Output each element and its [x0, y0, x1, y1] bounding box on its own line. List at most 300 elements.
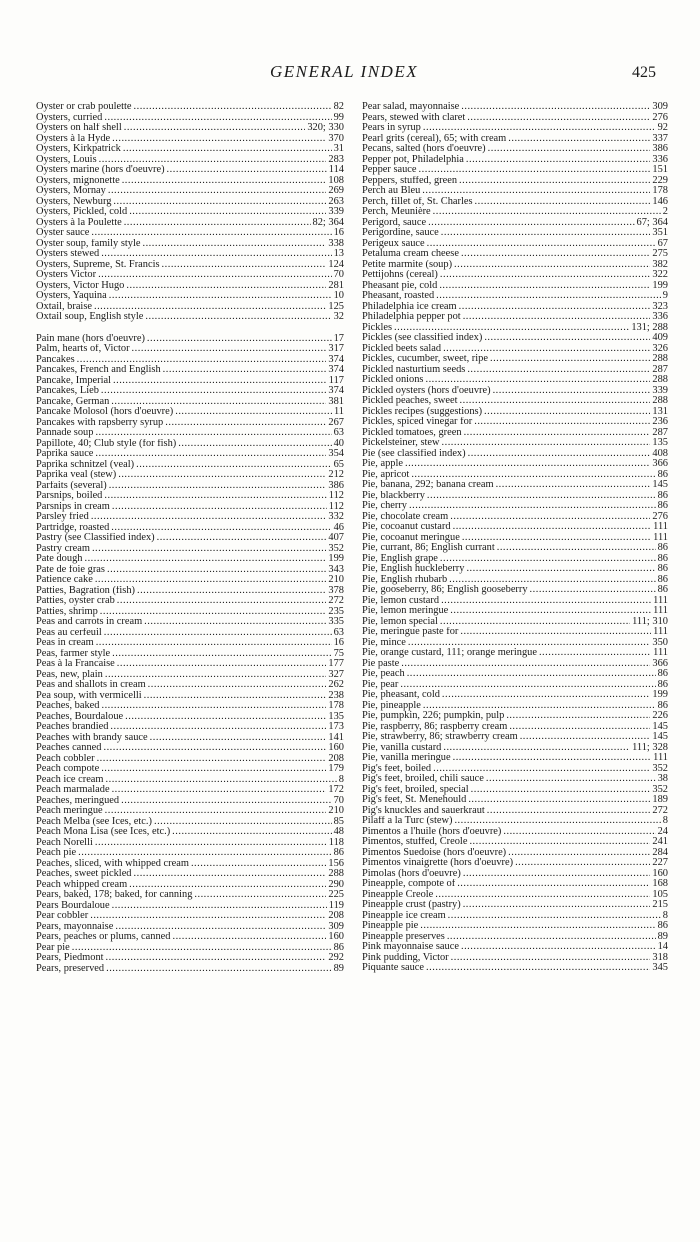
- dot-leader: [450, 512, 650, 523]
- index-entry-page: 386: [652, 144, 668, 154]
- index-entry-page: 146: [652, 196, 668, 207]
- index-entry-title: Pheasant pie, cold: [362, 280, 438, 291]
- dot-leader: [78, 848, 332, 859]
- index-entry-title: Oysters à la Hyde: [36, 133, 111, 144]
- index-entry-title: Pie, lemon custard: [362, 595, 440, 606]
- dot-leader: [469, 837, 650, 848]
- index-entry-page: 151: [652, 165, 668, 175]
- index-entry: [36, 228, 344, 239]
- index-entry-title: Oxtail soup, English style: [36, 312, 144, 322]
- index-entry-page: 179: [328, 764, 344, 774]
- index-entry-title: Pickled oysters (hors d'oeuvre): [362, 385, 491, 396]
- index-entry-page: 135: [328, 711, 344, 722]
- index-entry: [36, 775, 344, 786]
- index-entry: [36, 449, 344, 460]
- index-entry-title: Oysters, Victor Hugo: [36, 280, 125, 291]
- index-entry-page: 16: [333, 638, 344, 648]
- index-entry-page: 177: [328, 659, 344, 669]
- index-entry-title: Pheasant, roasted: [362, 291, 435, 301]
- index-entry: [362, 312, 668, 323]
- dot-leader: [451, 953, 651, 964]
- dot-leader: [191, 859, 326, 870]
- index-entry-page: 111: [653, 627, 668, 637]
- index-entry: [362, 921, 668, 932]
- index-entry-page: 86: [657, 700, 668, 711]
- index-entry-page: 345: [652, 963, 668, 973]
- index-entry-page: 111: [653, 606, 668, 616]
- index-entry: [362, 648, 668, 659]
- index-entry-title: Peaches, sweet pickled: [36, 869, 132, 879]
- index-entry: [362, 932, 668, 943]
- dot-leader: [493, 386, 651, 397]
- index-entry: [362, 774, 668, 785]
- index-entry-title: Pastry cream: [36, 543, 90, 554]
- index-entry-title: Pears, Piedmont: [36, 953, 104, 963]
- dot-leader: [486, 774, 656, 785]
- index-entry-page: 352: [328, 543, 344, 554]
- index-entry-title: Pea soup, with vermicelli: [36, 690, 142, 701]
- index-entry-page: 227: [652, 858, 668, 868]
- dot-leader: [467, 113, 650, 124]
- index-entry: [362, 512, 668, 523]
- index-entry: [362, 564, 668, 575]
- index-entry-title: Peas in cream: [36, 638, 94, 648]
- index-entry-page: 32: [333, 312, 344, 322]
- index-entry: [36, 102, 344, 113]
- index-entry-title: Patties, Bagration (fish): [36, 585, 135, 596]
- index-entry: [362, 606, 668, 617]
- index-entry: [362, 281, 668, 292]
- index-entry-page: 112: [328, 501, 344, 512]
- dot-leader: [111, 523, 331, 534]
- index-entry: [36, 176, 344, 187]
- index-entry: [36, 281, 344, 292]
- index-entry: [36, 260, 344, 271]
- page-header: [0, 62, 700, 86]
- index-entry-page: 145: [652, 732, 668, 742]
- index-entry-title: Oysters marine (hors d'oeuvre): [36, 165, 165, 175]
- index-entry-page: 210: [328, 575, 344, 585]
- index-entry: [36, 964, 344, 975]
- dot-leader: [400, 680, 655, 691]
- dot-leader: [108, 186, 327, 197]
- index-entry: [36, 312, 344, 323]
- index-entry-title: Pie, cocoanut custard: [362, 522, 451, 532]
- dot-leader: [468, 795, 650, 806]
- index-entry-title: Pie, strawberry, 86; strawberry cream: [362, 732, 518, 742]
- index-entry-title: Perch, Meunière: [362, 207, 431, 217]
- index-entry: [36, 554, 344, 565]
- dot-leader: [425, 375, 650, 386]
- dot-leader: [454, 816, 660, 827]
- index-entry-title: Pink mayonnaise sauce: [362, 942, 459, 952]
- index-entry-page: 89: [657, 931, 668, 942]
- dot-leader: [150, 733, 327, 744]
- index-entry-title: Pink pudding, Victor: [362, 952, 449, 963]
- index-entry: [362, 575, 668, 586]
- index-entry: [36, 155, 344, 166]
- index-entry: [36, 512, 344, 523]
- index-entry: [362, 459, 668, 470]
- index-entry-title: Peach Mona Lisa (see Ices, etc.): [36, 827, 171, 837]
- index-entry-title: Parsnips in cream: [36, 501, 110, 512]
- dot-leader: [454, 260, 650, 271]
- dot-leader: [90, 911, 326, 922]
- dot-leader: [165, 418, 326, 429]
- dot-leader: [497, 543, 656, 554]
- index-entry: [362, 554, 668, 565]
- index-entry: [36, 785, 344, 796]
- index-entry-page: 288: [652, 375, 668, 385]
- index-entry-page: 89: [333, 963, 344, 974]
- index-entry: [36, 481, 344, 492]
- index-entry-page: 141: [328, 732, 344, 743]
- index-entry-page: 86: [657, 501, 668, 511]
- index-entry-page: 370: [328, 133, 344, 144]
- index-entry: [362, 680, 668, 691]
- index-entry-page: 112: [328, 491, 344, 501]
- index-entry-title: Patties, shrimp: [36, 606, 98, 617]
- index-entry-title: Pig's feet, broiled, special: [362, 784, 469, 795]
- dot-leader: [134, 102, 332, 113]
- dot-leader: [98, 270, 332, 281]
- index-entry-page: 272: [652, 805, 668, 816]
- index-entry: [362, 638, 668, 649]
- index-entry-title: Pie, vanilla custard: [362, 742, 442, 753]
- index-entry-title: Pie, blackberry: [362, 490, 425, 501]
- dot-leader: [95, 575, 327, 586]
- dot-leader: [136, 460, 332, 471]
- index-entry-title: Oysters, Yaquina: [36, 291, 107, 301]
- index-entry-page: 48: [333, 827, 344, 837]
- index-entry-title: Peach cobbler: [36, 753, 95, 764]
- index-entry-page: 86: [333, 848, 344, 858]
- index-entry-title: Peach pie: [36, 848, 77, 858]
- dot-leader: [503, 827, 655, 838]
- dot-leader: [144, 617, 326, 628]
- index-entry: [362, 333, 668, 344]
- index-entry: [36, 911, 344, 922]
- index-entry-title: Perigordine, sauce: [362, 228, 439, 238]
- index-entry-title: Pickles, spiced vinegar for: [362, 417, 473, 427]
- dot-leader: [99, 155, 327, 166]
- dot-leader: [443, 344, 650, 355]
- dot-leader: [459, 176, 650, 187]
- dot-leader: [405, 459, 650, 470]
- index-entry-title: Paprika veal (stew): [36, 470, 117, 480]
- index-entry-title: Peach ice cream: [36, 774, 104, 785]
- index-entry-title: Pig's knuckles and sauerkraut: [362, 805, 485, 816]
- dot-leader: [428, 218, 634, 229]
- index-entry-title: Oysters, Newburg: [36, 196, 112, 207]
- index-entry-title: Palm, hearts of, Victor: [36, 344, 130, 354]
- index-entry-title: Pineapple preserves: [362, 931, 445, 942]
- index-entry-page: 366: [652, 459, 668, 469]
- index-entry: [362, 900, 668, 911]
- dot-leader: [474, 417, 650, 428]
- index-entry-page: 262: [328, 680, 344, 690]
- index-entry-page: 86: [333, 942, 344, 953]
- index-entry: [362, 197, 668, 208]
- dot-leader: [520, 732, 651, 743]
- index-entry-title: Pie, English grape: [362, 553, 438, 564]
- page-title: GENERAL INDEX: [270, 62, 419, 81]
- index-entry: [36, 754, 344, 765]
- dot-leader: [423, 123, 656, 134]
- index-entry-page: 86: [657, 679, 668, 690]
- index-entry-title: Patties, oyster crab: [36, 596, 115, 606]
- dot-leader: [411, 470, 655, 481]
- index-entry-page: 309: [652, 102, 668, 112]
- index-entry-title: Pancakes with rapsberry syrup: [36, 417, 164, 428]
- index-entry: [36, 628, 344, 639]
- dot-leader: [508, 848, 650, 859]
- index-entry-title: Pimentos Suedoise (hors d'oeuvre): [362, 847, 507, 858]
- dot-leader: [439, 281, 650, 292]
- index-entry-page: 309: [328, 921, 344, 932]
- index-entry-title: Pig's feet, broiled, chili sauce: [362, 774, 484, 784]
- dot-leader: [101, 701, 326, 712]
- dot-leader: [440, 617, 630, 628]
- dot-leader: [441, 596, 651, 607]
- index-entry: [362, 438, 668, 449]
- index-entry-title: Parsnips, boiled: [36, 491, 103, 501]
- index-entry: [36, 638, 344, 649]
- index-entry: [36, 470, 344, 481]
- index-entry-page: 352: [652, 763, 668, 774]
- index-entry: [36, 207, 344, 218]
- index-entry-page: 378: [328, 585, 344, 596]
- index-entry-title: Pineapple Creole: [362, 889, 434, 900]
- index-entry-page: 382: [652, 259, 668, 270]
- index-entry-title: Pancake Molosol (hors d'oeuvre): [36, 407, 174, 417]
- index-entry: [362, 207, 668, 218]
- index-entry-title: Pie, English rhubarb: [362, 574, 448, 585]
- index-entry-page: 238: [328, 690, 344, 701]
- dot-leader: [194, 890, 326, 901]
- dot-leader: [72, 943, 332, 954]
- index-entry: [36, 575, 344, 586]
- index-entry-title: Pickled onions: [362, 375, 424, 385]
- index-entry-title: Pancake, Imperial: [36, 375, 112, 386]
- dot-leader: [124, 218, 311, 229]
- index-entry-title: Philadelphia ice cream: [362, 301, 457, 312]
- dot-leader: [154, 817, 332, 828]
- index-entry: [36, 932, 344, 943]
- dot-leader: [442, 438, 651, 449]
- index-entry: [36, 722, 344, 733]
- index-entry: [36, 596, 344, 607]
- index-entry-page: 336: [652, 154, 668, 165]
- dot-leader: [449, 575, 655, 586]
- index-entry-page: 326: [652, 343, 668, 354]
- index-entry: [362, 291, 668, 302]
- index-entry-page: 352: [652, 784, 668, 795]
- index-entry: [362, 302, 668, 313]
- index-entry-title: Peaches, baked: [36, 701, 100, 711]
- index-entry-title: Pepper sauce: [362, 165, 417, 175]
- index-entry-page: 374: [328, 365, 344, 375]
- index-entry: [362, 690, 668, 701]
- dot-leader: [463, 312, 651, 323]
- index-entry-title: Pie, pumpkin, 226; pumpkin, pulp: [362, 711, 505, 721]
- index-entry: [36, 796, 344, 807]
- index-entry-page: 111: [653, 648, 668, 658]
- index-entry-title: Oysters, Mornay: [36, 186, 106, 196]
- dot-leader: [172, 932, 326, 943]
- index-entry: [362, 953, 668, 964]
- index-entry-page: 374: [328, 354, 344, 365]
- index-entry-title: Pickles: [362, 322, 393, 333]
- index-entry: [362, 911, 668, 922]
- index-entry: [362, 942, 668, 953]
- index-entry-page: 70: [333, 270, 344, 280]
- index-entry-title: Peaches brandied: [36, 722, 109, 732]
- index-entry: [36, 943, 344, 954]
- index-entry-title: Perigord, sauce: [362, 217, 427, 228]
- index-entry-title: Papillote, 40; Club style (for fish): [36, 438, 177, 449]
- dot-leader: [460, 396, 651, 407]
- dot-leader: [129, 207, 326, 218]
- index-entry: [362, 501, 668, 512]
- index-entry-page: 189: [652, 795, 668, 805]
- index-entry-title: Pearl grits (cereal), 65; with cream: [362, 133, 507, 144]
- index-entry-title: Pie, chocolate cream: [362, 511, 449, 522]
- index-entry-page: 86: [657, 469, 668, 480]
- index-entry: [36, 386, 344, 397]
- index-entry: [362, 218, 668, 229]
- dot-leader: [142, 239, 326, 250]
- dot-leader: [117, 659, 327, 670]
- index-entry: [362, 617, 668, 628]
- index-entry-title: Pie, mince: [362, 637, 406, 648]
- dot-leader: [101, 249, 331, 260]
- index-entry-page: 111: [653, 522, 668, 532]
- index-entry-title: Oyster soup, family style: [36, 238, 141, 249]
- index-entry-page: 235: [328, 606, 344, 617]
- index-entry-title: Peas à la Francaise: [36, 659, 115, 669]
- dot-leader: [110, 722, 326, 733]
- index-entry-page: 172: [328, 785, 344, 795]
- index-entry-page: 290: [328, 879, 344, 890]
- index-entry-page: 16: [333, 228, 344, 238]
- index-entry: [362, 732, 668, 743]
- index-entry-title: Pig's feet, St. Menehould: [362, 795, 467, 805]
- index-entry-title: Pettijohns (cereal): [362, 270, 438, 280]
- index-entry: [36, 764, 344, 775]
- dot-leader: [461, 942, 656, 953]
- index-entry-title: Pineapple crust (pastry): [362, 900, 461, 910]
- index-entry-page: 168: [652, 879, 668, 889]
- index-entry-page: 86: [657, 669, 668, 679]
- index-entry-title: Peaches, meringued: [36, 795, 120, 806]
- index-entry-title: Pie, cocoanut meringue: [362, 532, 460, 543]
- index-entry-title: Oysters, Louis: [36, 154, 97, 165]
- dot-leader: [109, 291, 332, 302]
- index-entry-title: Pie, currant, 86; English currant: [362, 543, 495, 553]
- index-entry-page: 343: [328, 564, 344, 575]
- index-entry: [362, 428, 668, 439]
- dot-leader: [468, 449, 651, 460]
- index-entry-title: Pain mane (hors d'oeuvre): [36, 333, 145, 344]
- index-entry-title: Patience cake: [36, 575, 93, 585]
- dot-leader: [443, 743, 630, 754]
- index-entry-title: Pancake, German: [36, 396, 110, 407]
- index-entry: [36, 859, 344, 870]
- dot-leader: [112, 649, 331, 660]
- dot-leader: [463, 900, 651, 911]
- dot-leader: [394, 323, 629, 334]
- index-entry-page: 117: [328, 375, 344, 386]
- dot-leader: [92, 544, 326, 555]
- index-entry-page: 173: [328, 722, 344, 732]
- index-entry: [36, 365, 344, 376]
- index-entry-page: 8: [662, 816, 668, 826]
- index-entry: [36, 848, 344, 859]
- dot-leader: [175, 407, 332, 418]
- index-entry-page: 111: [653, 753, 668, 763]
- index-entry-title: Peach Melba (see Ices, etc.): [36, 816, 152, 827]
- index-column-left: [36, 102, 344, 974]
- index-entry: [362, 596, 668, 607]
- dot-leader: [427, 239, 656, 250]
- index-entry: [36, 565, 344, 576]
- index-entry-page: 339: [652, 385, 668, 396]
- dot-leader: [95, 838, 327, 849]
- index-entry: [36, 691, 344, 702]
- index-entry: [362, 396, 668, 407]
- index-entry-title: Oysters, Pickled, cold: [36, 207, 128, 217]
- dot-leader: [459, 302, 651, 313]
- index-entry: [362, 249, 668, 260]
- dot-leader: [419, 165, 651, 176]
- index-entry-page: 338: [328, 238, 344, 249]
- index-entry-title: Oysters, mignonette: [36, 175, 120, 186]
- index-entry: [36, 890, 344, 901]
- dot-leader: [103, 743, 326, 754]
- dot-leader: [423, 701, 656, 712]
- index-entry-title: Pate dough: [36, 554, 83, 564]
- index-entry-title: Pie, English huckleberry: [362, 564, 465, 574]
- index-entry: [36, 123, 344, 134]
- index-entry: [36, 712, 344, 723]
- index-entry-title: Peas au cerfeuil: [36, 627, 102, 638]
- dot-leader: [101, 764, 326, 775]
- dot-leader: [134, 869, 327, 880]
- index-entry: [36, 922, 344, 933]
- index-entry: [362, 417, 668, 428]
- index-entry-page: 208: [328, 911, 344, 921]
- index-entry-title: Pickles (see classified index): [362, 333, 483, 343]
- index-entry-page: 131; 288: [631, 322, 668, 333]
- index-entry-page: 105: [652, 889, 668, 900]
- index-entry-title: Pie, apricot: [362, 469, 410, 480]
- index-entry-title: Partridge, roasted: [36, 522, 110, 533]
- index-entry-title: Peas, new, plain: [36, 669, 103, 680]
- dot-leader: [91, 512, 327, 523]
- dot-leader: [97, 754, 327, 765]
- index-entry: [362, 522, 668, 533]
- dot-leader: [157, 533, 327, 544]
- index-entry-page: 292: [328, 953, 344, 963]
- index-entry-page: 145: [652, 721, 668, 732]
- index-entry-title: Pickled tomatoes, green: [362, 427, 462, 438]
- index-entry-page: 212: [328, 470, 344, 480]
- index-entry: [362, 848, 668, 859]
- index-entry-title: Peaches, sliced, with whipped cream: [36, 858, 189, 869]
- dot-leader: [101, 386, 327, 397]
- index-entry: [36, 113, 344, 124]
